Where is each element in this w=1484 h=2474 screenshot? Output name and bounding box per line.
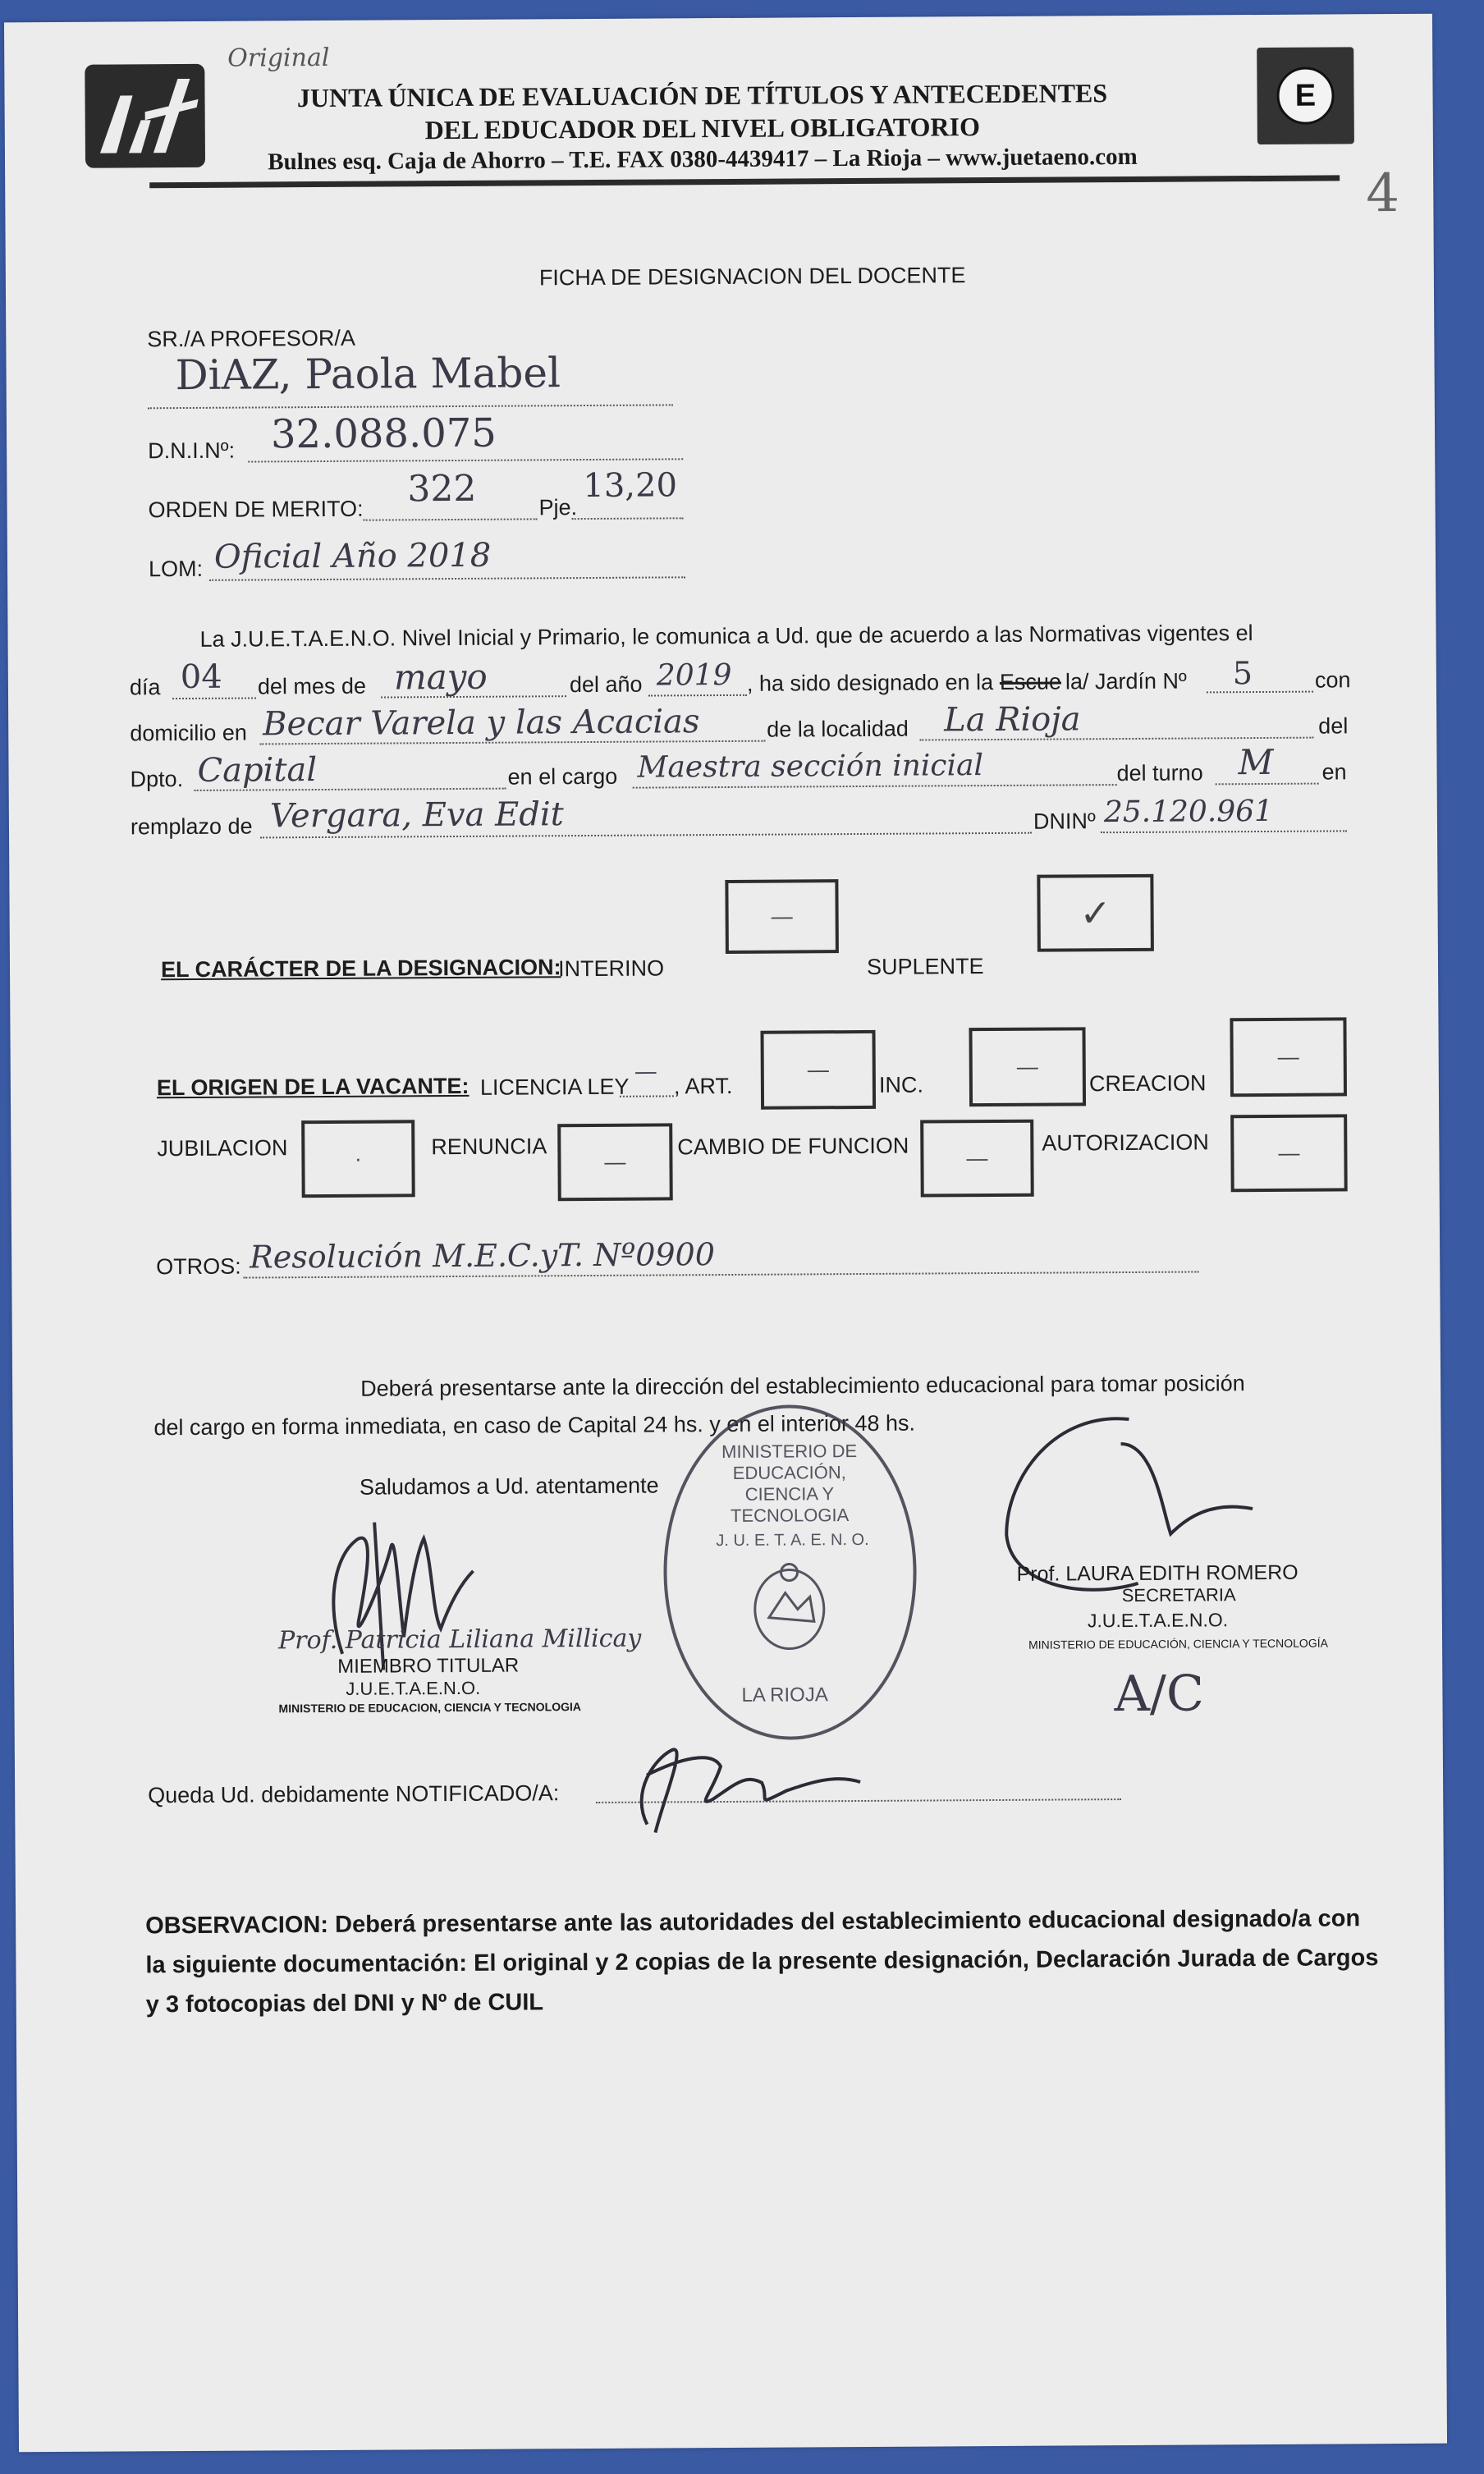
licencia-line (620, 1095, 674, 1097)
inc-mark: — (1016, 1054, 1038, 1079)
suplente-mark: ✓ (1079, 891, 1112, 935)
dia-line (172, 697, 256, 699)
creacion-checkbox[interactable] (1230, 1017, 1347, 1097)
cargo-line (633, 784, 1117, 789)
autorizacion-mark: — (1278, 1140, 1300, 1166)
autorizacion-label: AUTORIZACION (1042, 1129, 1209, 1156)
cargo-value: Maestra sección inicial (637, 749, 984, 785)
anio-label: del año (569, 671, 643, 698)
dpto-value: Capital (197, 751, 318, 790)
interino-mark: — (771, 903, 793, 929)
presentarse-line2: del cargo en forma inmediata, en caso de Capital 24 hs. y en el interior 48 hs. (153, 1410, 916, 1441)
cambio-checkbox[interactable] (920, 1120, 1034, 1198)
merit-line (364, 518, 538, 520)
dni2-value: 25.120.961 (1103, 794, 1274, 830)
badge-e-circle: E (1276, 66, 1334, 124)
coat-of-arms-icon (744, 1555, 835, 1655)
org-title-line1: JUNTA ÚNICA DE EVALUACIÓN DE TÍTULOS Y ANTECEDENTES (296, 78, 1108, 113)
cambio-mark: — (966, 1145, 988, 1171)
licencia-value: — (634, 1057, 657, 1085)
pje-label: Pje. (538, 495, 578, 520)
art-checkbox[interactable] (760, 1030, 876, 1110)
jubilacion-label: JUBILACION (157, 1135, 288, 1161)
dia-value: 04 (180, 657, 222, 697)
cargo-label: en el cargo (507, 763, 618, 790)
del-label: del (1318, 713, 1349, 739)
dni-label: D.N.I.Nº: (148, 438, 236, 464)
creacion-mark: — (1277, 1044, 1299, 1070)
merit-label: ORDEN DE MERITO: (148, 496, 364, 523)
suplente-label: SUPLENTE (866, 954, 984, 979)
creacion-label: CREACION (1088, 1070, 1207, 1097)
jardin-label: la/ Jardín Nº (1065, 668, 1187, 694)
lom-label: LOM: (148, 556, 204, 582)
right-signer-ministry: MINISTERIO DE EDUCACIÓN, CIENCIA Y TECNOLOGÍA (1028, 1636, 1328, 1652)
observacion-text: OBSERVACION: Deberá presentarse ante las autoridades del establecimiento educacional designado/a con la siguiente documentación: El original y 2 copias de la presente designación, Declaración Jurada de Cargos y 3 fotocopias del DNI y Nº de CUIL (145, 1905, 1379, 2018)
page-number: 4 (1366, 163, 1400, 225)
jubilacion-mark: · (355, 1146, 362, 1171)
dni-line (248, 458, 683, 462)
saludo: Saludamos a Ud. atentamente (359, 1473, 659, 1500)
original-annotation: Original (227, 43, 330, 73)
anio-line (648, 694, 747, 697)
dni2-label: DNINº (1033, 809, 1096, 834)
caracter-title: EL CARÁCTER DE LA DESIGNACION: (160, 955, 561, 983)
notificado-label: Queda Ud. debidamente NOTIFICADO/A: (148, 1780, 560, 1808)
mes-value: mayo (393, 656, 488, 698)
inc-label: INC. (878, 1072, 923, 1097)
inc-checkbox[interactable] (969, 1027, 1086, 1106)
renuncia-checkbox[interactable] (557, 1123, 673, 1201)
localidad-value: La Rioja (944, 700, 1081, 740)
merit-value: 322 (407, 467, 477, 511)
turno-label: del turno (1116, 760, 1203, 786)
licencia-label: LICENCIA LEY (479, 1074, 630, 1100)
left-signer-org: J.U.E.T.A.E.N.O. (346, 1677, 481, 1699)
right-signer-name: Prof. LAURA EDITH ROMERO (1016, 1560, 1298, 1586)
official-stamp (662, 1404, 917, 1741)
designado-label: , ha sido designado en la (746, 669, 994, 696)
dni-value: 32.088.075 (270, 410, 497, 458)
jubilacion-checkbox[interactable] (301, 1120, 415, 1198)
art-label: , ART. (673, 1073, 733, 1099)
interino-checkbox[interactable] (725, 879, 839, 954)
right-signer-org: J.U.E.T.A.E.N.O. (1087, 1609, 1229, 1632)
header-rule (149, 175, 1340, 188)
dia-label: día (129, 675, 161, 700)
form-title: FICHA DE DESIGNACION DEL DOCENTE (538, 263, 966, 291)
lom-line (209, 576, 685, 581)
presentarse-line1: Deberá presentarse ante la dirección del establecimiento educacional para tomar posición (360, 1371, 1245, 1401)
turno-value: M (1238, 741, 1274, 783)
juetaeno-logo (83, 62, 207, 170)
stamp-ministry-text: MINISTERIO DE EDUCACIÓN, CIENCIA Y TECNOLOGIA (721, 1441, 858, 1526)
intro-text: La J.U.E.T.A.E.N.O. Nivel Inicial y Primario, le comunica a Ud. que de acuerdo a las Normativas vigentes el (199, 621, 1253, 652)
stamp-city-text: LA RIOJA (741, 1684, 828, 1707)
domicilio-label: domicilio en (130, 720, 247, 746)
art-mark: — (807, 1056, 829, 1082)
remplazo-label: remplazo de (130, 813, 253, 840)
escuela-struck: Escue (999, 669, 1062, 694)
anio-value: 2019 (656, 657, 732, 693)
left-signer-ministry: MINISTERIO DE EDUCACION, CIENCIA Y TECNOLOGIA (278, 1700, 582, 1716)
jardin-value: 5 (1232, 655, 1253, 692)
salutation: SR./A PROFESOR/A (147, 325, 355, 352)
otros-label: OTROS: (156, 1253, 241, 1280)
left-signer-name: Prof. Patricia Liliana Millicay (277, 1624, 642, 1656)
left-signer-role: MIEMBRO TITULAR (337, 1654, 520, 1678)
renuncia-label: RENUNCIA (431, 1134, 547, 1160)
en-label: en (1321, 759, 1347, 785)
right-signer-role: SECRETARIA (1121, 1584, 1236, 1606)
autorizacion-checkbox[interactable] (1230, 1114, 1348, 1192)
stamp-inner-text: J. U. E. T. A. E. N. O. (716, 1530, 869, 1551)
interino-label: INTERINO (557, 955, 665, 982)
con-label: con (1314, 667, 1351, 693)
badge-e (1257, 47, 1354, 144)
cambio-label: CAMBIO DE FUNCION (677, 1133, 909, 1160)
name-line (148, 404, 673, 409)
lom-value: Oficial Año 2018 (213, 536, 492, 576)
dni2-line (1101, 830, 1347, 833)
designation-form-page (4, 14, 1447, 2453)
ac-note: A/C (1114, 1665, 1205, 1724)
otros-value: Resolución M.E.C.yT. Nº0900 (250, 1236, 716, 1276)
dpto-label: Dpto. (130, 767, 184, 792)
remplazo-value: Vergara, Eva Edit (269, 795, 564, 836)
mes-label: del mes de (257, 673, 367, 699)
localidad-label: de la localidad (767, 716, 909, 742)
origen-title: EL ORIGEN DE LA VACANTE: (156, 1073, 469, 1101)
recipient-signature (598, 1725, 877, 1841)
teacher-name: DiAZ, Paola Mabel (175, 349, 561, 400)
pje-value: 13,20 (583, 466, 678, 506)
suplente-checkbox[interactable] (1037, 874, 1154, 952)
renuncia-mark: — (604, 1149, 626, 1175)
org-address: Bulnes esq. Caja de Ahorro – T.E. FAX 0380-4439417 – La Rioja – www.juetaeno.com (268, 143, 1138, 176)
turno-line (1216, 783, 1319, 786)
domicilio-value: Becar Varela y las Acacias (263, 703, 700, 744)
jardin-line (1207, 691, 1313, 694)
pje-line (572, 517, 684, 520)
org-title-line2: DEL EDUCADOR DEL NIVEL OBLIGATORIO (424, 112, 981, 145)
